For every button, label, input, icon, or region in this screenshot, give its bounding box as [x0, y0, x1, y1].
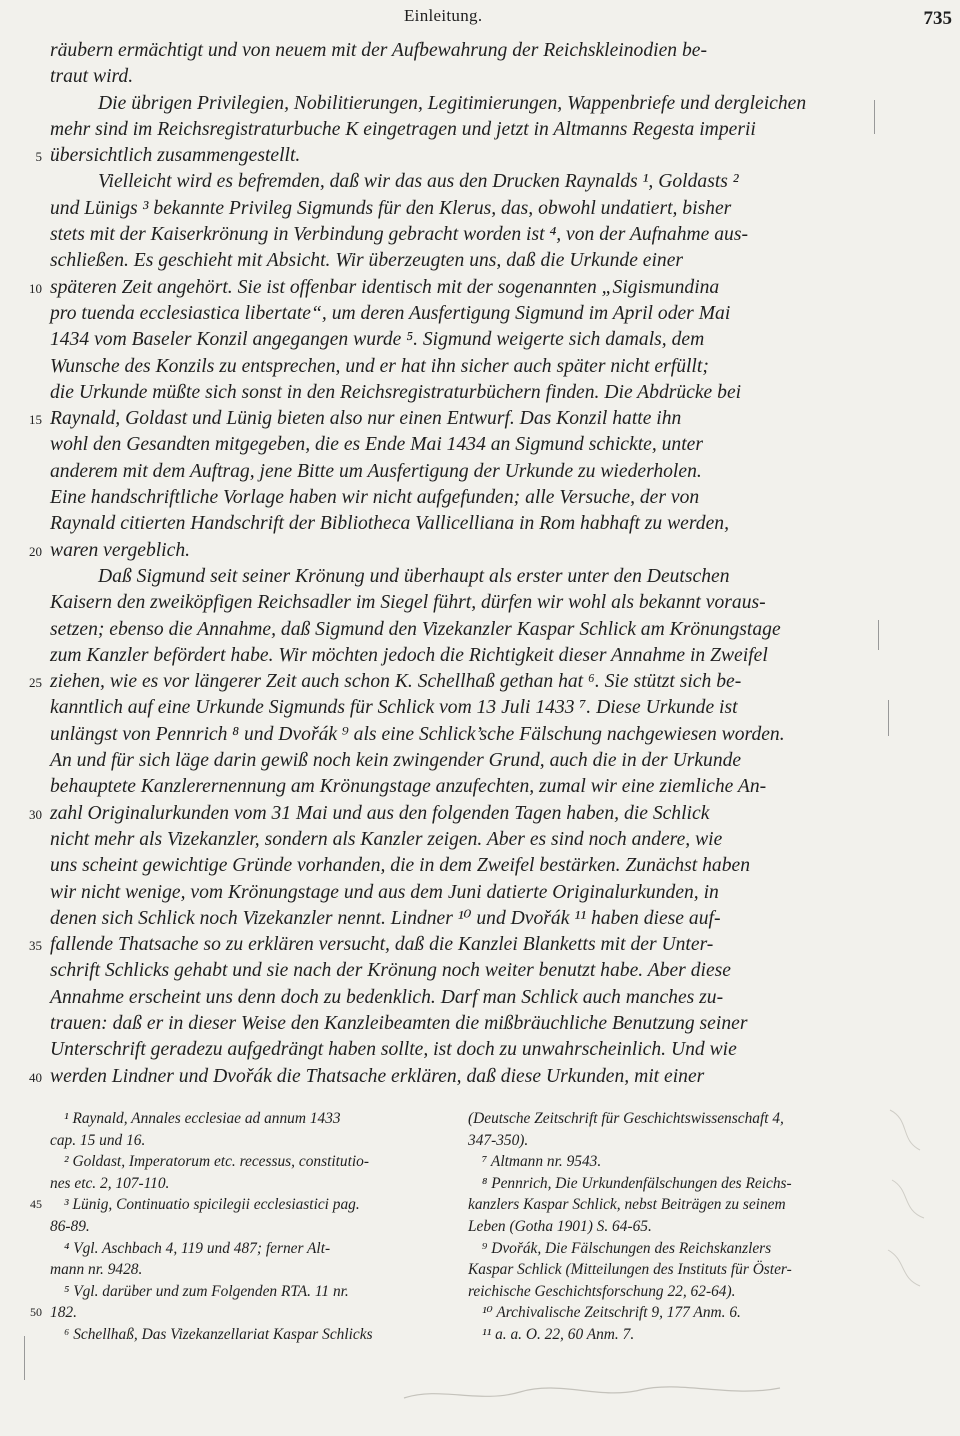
text-line [50, 301, 854, 327]
text-line [50, 985, 854, 1011]
footnote-line [50, 1151, 442, 1173]
line-text: kanntlich auf eine Urkunde Sigmunds für Schlick vom 13 Juli 1433 ⁷. Diese Urkunde ist [50, 697, 738, 719]
footnote-line [50, 1238, 442, 1260]
line-text: Unterschrift geradezu aufgedrängt haben sollte, ist doch zu unwahrscheinlich. Und wie [50, 1039, 737, 1061]
line-text: behauptete Kanzlerernennung am Krönungstage anzufechten, zumal wir eine ziemliche An- [50, 776, 767, 798]
line-number: 30 [29, 806, 42, 822]
line-number: 5 [35, 149, 42, 165]
text-line [29, 538, 854, 564]
footnote-line [50, 1324, 442, 1346]
footnote-text: cap. 15 und 16. [50, 1131, 146, 1149]
pencil-scribble [880, 1100, 950, 1300]
text-line [50, 248, 854, 274]
line-text: An und für sich läge darin gewiß noch kein zwingender Grund, auch die in der Urkunde [50, 750, 742, 772]
footnote-line [50, 1108, 442, 1130]
text-line [50, 64, 854, 90]
text-line [50, 459, 854, 485]
footnote-line [50, 1130, 442, 1152]
line-text: setzen; ebenso die Annahme, daß Sigmund den Vizekanzler Kaspar Schlick am Krönungstage [50, 618, 781, 640]
text-line [29, 406, 854, 432]
line-number: 10 [29, 280, 42, 296]
line-text: denen sich Schlick noch Vizekanzler nennt. Lindner ¹⁰ und Dvořák ¹¹ haben diese auf- [50, 907, 721, 929]
line-number: 25 [29, 675, 42, 691]
text-line [50, 117, 854, 143]
text-line [50, 485, 854, 511]
line-text: späteren Zeit angehört. Sie ist offenbar identisch mit der sogenannten „Sigismundina [50, 276, 720, 298]
page-title: Einleitung. [404, 6, 483, 25]
footnote-text: Leben (Gotha 1901) S. 64-65. [468, 1217, 652, 1235]
line-text: Eine handschriftliche Vorlage haben wir nicht aufgefunden; alle Versuche, der von [50, 487, 700, 509]
line-text: Kaisern den zweiköpfigen Reichsadler im Siegel führt, dürfen wir wohl als bekannt voraus- [50, 592, 766, 614]
footnote-line [468, 1302, 858, 1324]
text-line [50, 906, 854, 932]
pencil-scribble [400, 1378, 820, 1408]
footnote-line [50, 1259, 442, 1281]
line-number: 35 [29, 938, 42, 954]
line-number: 45 [30, 1197, 42, 1212]
line-text: schließen. Es geschieht mit Absicht. Wir überzeugten uns, daß die Urkunde einer [50, 250, 684, 272]
line-text: Raynald citierten Handschrift der Bibliotheca Vallicelliana in Rom habhaft zu werden, [50, 513, 729, 535]
line-text: 1434 vom Baseler Konzil angegangen wurde ⁵. Sigmund weigerte sich damals, dem [50, 329, 705, 351]
text-line [50, 827, 854, 853]
line-text: nicht mehr als Vizekanzler, sondern als Kanzler zeigen. Aber es sind noch andere, wie [50, 828, 723, 850]
text-line [50, 564, 854, 590]
footnote-text: kanzlers Kaspar Schlick, nebst Beiträgen zu seinem [468, 1196, 786, 1214]
footnotes [0, 1108, 960, 1408]
margin-pencil-mark [888, 700, 889, 736]
footnote-text: ¹ Raynald, Annales ecclesiae ad annum 1433 [64, 1110, 341, 1127]
footnote-text: ² Goldast, Imperatorum etc. recessus, constitutio- [64, 1153, 369, 1171]
line-number: 20 [29, 543, 42, 559]
text-line [29, 1064, 854, 1090]
text-line [50, 327, 854, 353]
line-text: Die übrigen Privilegien, Nobilitierungen, Legitimierungen, Wappenbriefe und dergleichen [98, 92, 807, 114]
footnote-text: ⁷ Altmann nr. 9543. [482, 1153, 602, 1171]
line-number: 40 [29, 1069, 42, 1085]
text-line [35, 143, 854, 169]
text-line [50, 196, 854, 222]
text-line [50, 91, 854, 117]
line-text: trauen: daß er in dieser Weise den Kanzleibeamten die mißbräuchliche Benutzung seiner [50, 1012, 748, 1034]
text-line [50, 590, 854, 616]
text-line [50, 38, 854, 64]
line-text: Raynald, Goldast und Lünig bieten also nur einen Entwurf. Das Konzil hatte ihn [50, 408, 682, 430]
footnote-text: 347-350). [468, 1131, 529, 1149]
line-text: uns scheint gewichtige Gründe vorhanden, die in dem Zweifel bestärken. Zunächst haben [50, 855, 751, 877]
footnote-line [468, 1238, 858, 1260]
text-line [50, 169, 854, 195]
line-number: 50 [30, 1305, 42, 1320]
footnote-text: Kaspar Schlick (Mitteilungen des Instituts für Öster- [468, 1261, 792, 1279]
line-text: fallende Thatsache so zu erklären versucht, daß die Kanzlei Blanketts mit der Unter- [50, 934, 714, 956]
line-text: Annahme erscheint uns denn doch zu bedenklich. Darf man Schlick auch manches zu- [50, 986, 724, 1008]
footnotes-right-column [468, 1108, 858, 1346]
footnote-line [468, 1130, 858, 1152]
line-text: wohl den Gesandten mitgegeben, die es Ende Mai 1434 an Sigmund schickte, unter [50, 434, 703, 456]
line-text: zahl Originalurkunden vom 31 Mai und aus den folgenden Tagen haben, die Schlick [50, 802, 710, 824]
line-text: Daß Sigmund seit seiner Krönung und überhaupt als erster unter den Deutschen [98, 565, 730, 587]
footnote-line [468, 1281, 858, 1303]
main-text [29, 38, 854, 1090]
footnote-line [468, 1173, 858, 1195]
footnote-text: ³ Lünig, Continuatio spicilegii ecclesiastici pag. [64, 1196, 360, 1214]
line-text: schrift Schlicks gehabt und sie nach der Krönung noch weiter benutzt habe. Aber diese [50, 960, 731, 982]
footnote-text: 182. [50, 1304, 77, 1322]
text-line [50, 748, 854, 774]
footnotes-left-column [30, 1108, 442, 1346]
line-text: und Lünigs ³ bekannte Privileg Sigmunds für den Klerus, das, obwohl undatiert, bisher [50, 197, 732, 219]
line-text: werden Lindner und Dvořák die Thatsache erklären, daß diese Urkunden, mit einer [50, 1065, 705, 1087]
footnote-text: 86-89. [50, 1217, 90, 1235]
footnote-line [50, 1173, 442, 1195]
footnote-text: ⁴ Vgl. Aschbach 4, 119 und 487; ferner Alt- [64, 1239, 331, 1257]
line-text: wir nicht wenige, vom Krönungstage und aus dem Juni datierte Originalurkunden, in [50, 881, 719, 903]
footnote-line [50, 1281, 442, 1303]
text-line [50, 643, 854, 669]
line-text: anderem mit dem Auftrag, jene Bitte um Ausfertigung der Urkunde zu wiederholen. [50, 460, 702, 482]
footnote-text: ⁸ Pennrich, Die Urkundenfälschungen des Reichs- [482, 1174, 792, 1192]
footnote-text: ⁶ Schellhaß, Das Vizekanzellariat Kaspar Schlicks [64, 1325, 373, 1343]
text-line [50, 853, 854, 879]
line-text: zum Kanzler befördert habe. Wir möchten jedoch die Richtigkeit dieser Annahme in Zweifel [50, 644, 768, 666]
line-text: Wunsche des Konzils zu entsprechen, und er hat ihn sicher auch später nicht erfüllt; [50, 355, 709, 377]
footnote-line [468, 1259, 858, 1281]
text-line [50, 380, 854, 406]
line-text: unlängst von Pennrich ⁸ und Dvořák ⁹ als eine Schlick’sche Fälschung nachgewiesen worden. [50, 723, 785, 745]
text-line [50, 722, 854, 748]
line-text: Vielleicht wird es befremden, daß wir das aus den Drucken Raynalds ¹, Goldasts ² [98, 171, 739, 193]
text-line [29, 275, 854, 301]
text-line [50, 1037, 854, 1063]
text-line [50, 222, 854, 248]
line-text: übersichtlich zusammengestellt. [50, 145, 301, 167]
line-text: mehr sind im Reichsregistraturbuche K eingetragen und jetzt in Altmanns Regesta imperii [50, 118, 756, 140]
footnote-line [30, 1302, 442, 1324]
footnote-line [468, 1151, 858, 1173]
footnote-text: reichische Geschichtsforschung 22, 62-64). [468, 1282, 736, 1300]
footnote-line [468, 1194, 858, 1216]
text-line [50, 880, 854, 906]
line-text: die Urkunde müßte sich sonst in den Reichsregistraturbüchern finden. Die Abdrücke bei [50, 381, 742, 403]
margin-pencil-mark [24, 1336, 25, 1380]
footnote-text: (Deutsche Zeitschrift für Geschichtswissenschaft 4, [468, 1110, 784, 1127]
footnote-text: ¹⁰ Archivalische Zeitschrift 9, 177 Anm. 6. [482, 1304, 741, 1322]
line-text: waren vergeblich. [50, 539, 191, 561]
page-number: 735 [923, 8, 952, 29]
footnote-text: nes etc. 2, 107-110. [50, 1174, 170, 1192]
line-text: stets mit der Kaiserkrönung in Verbindung gebracht worden ist ⁴, von der Aufnahme aus- [50, 224, 748, 246]
margin-pencil-mark [878, 620, 879, 650]
footnote-line [30, 1194, 442, 1216]
footnote-text: mann nr. 9428. [50, 1261, 143, 1279]
text-line [29, 932, 854, 958]
line-text: pro tuenda ecclesiastica libertate“, um deren Ausfertigung Sigmund im April oder Mai [50, 302, 731, 324]
line-text: räubern ermächtigt und von neuem mit der Aufbewahrung der Reichskleinodien be- [50, 40, 707, 61]
line-text: traut wird. [50, 66, 134, 88]
footnote-text: ⁵ Vgl. darüber und zum Folgenden RTA. 11 nr. [64, 1282, 349, 1300]
text-line [29, 669, 854, 695]
text-line [50, 958, 854, 984]
line-text: ziehen, wie es vor längerer Zeit auch schon K. Schellhaß gethan hat ⁶. Sie stützt sich be- [50, 671, 742, 693]
text-line [50, 617, 854, 643]
footnote-text: ¹¹ a. a. O. 22, 60 Anm. 7. [482, 1325, 635, 1343]
text-line [50, 354, 854, 380]
line-number: 15 [29, 412, 42, 428]
footnote-line [468, 1108, 858, 1130]
text-line [50, 432, 854, 458]
footnote-line [468, 1324, 858, 1346]
text-line [50, 511, 854, 537]
text-line [50, 695, 854, 721]
footnote-text: ⁹ Dvořák, Die Fälschungen des Reichskanzlers [482, 1239, 772, 1257]
footnote-line [468, 1216, 858, 1238]
running-header [0, 6, 960, 28]
text-line [29, 801, 854, 827]
footnote-line [50, 1216, 442, 1238]
margin-pencil-mark [874, 100, 875, 134]
text-line [50, 1011, 854, 1037]
text-line [50, 774, 854, 800]
